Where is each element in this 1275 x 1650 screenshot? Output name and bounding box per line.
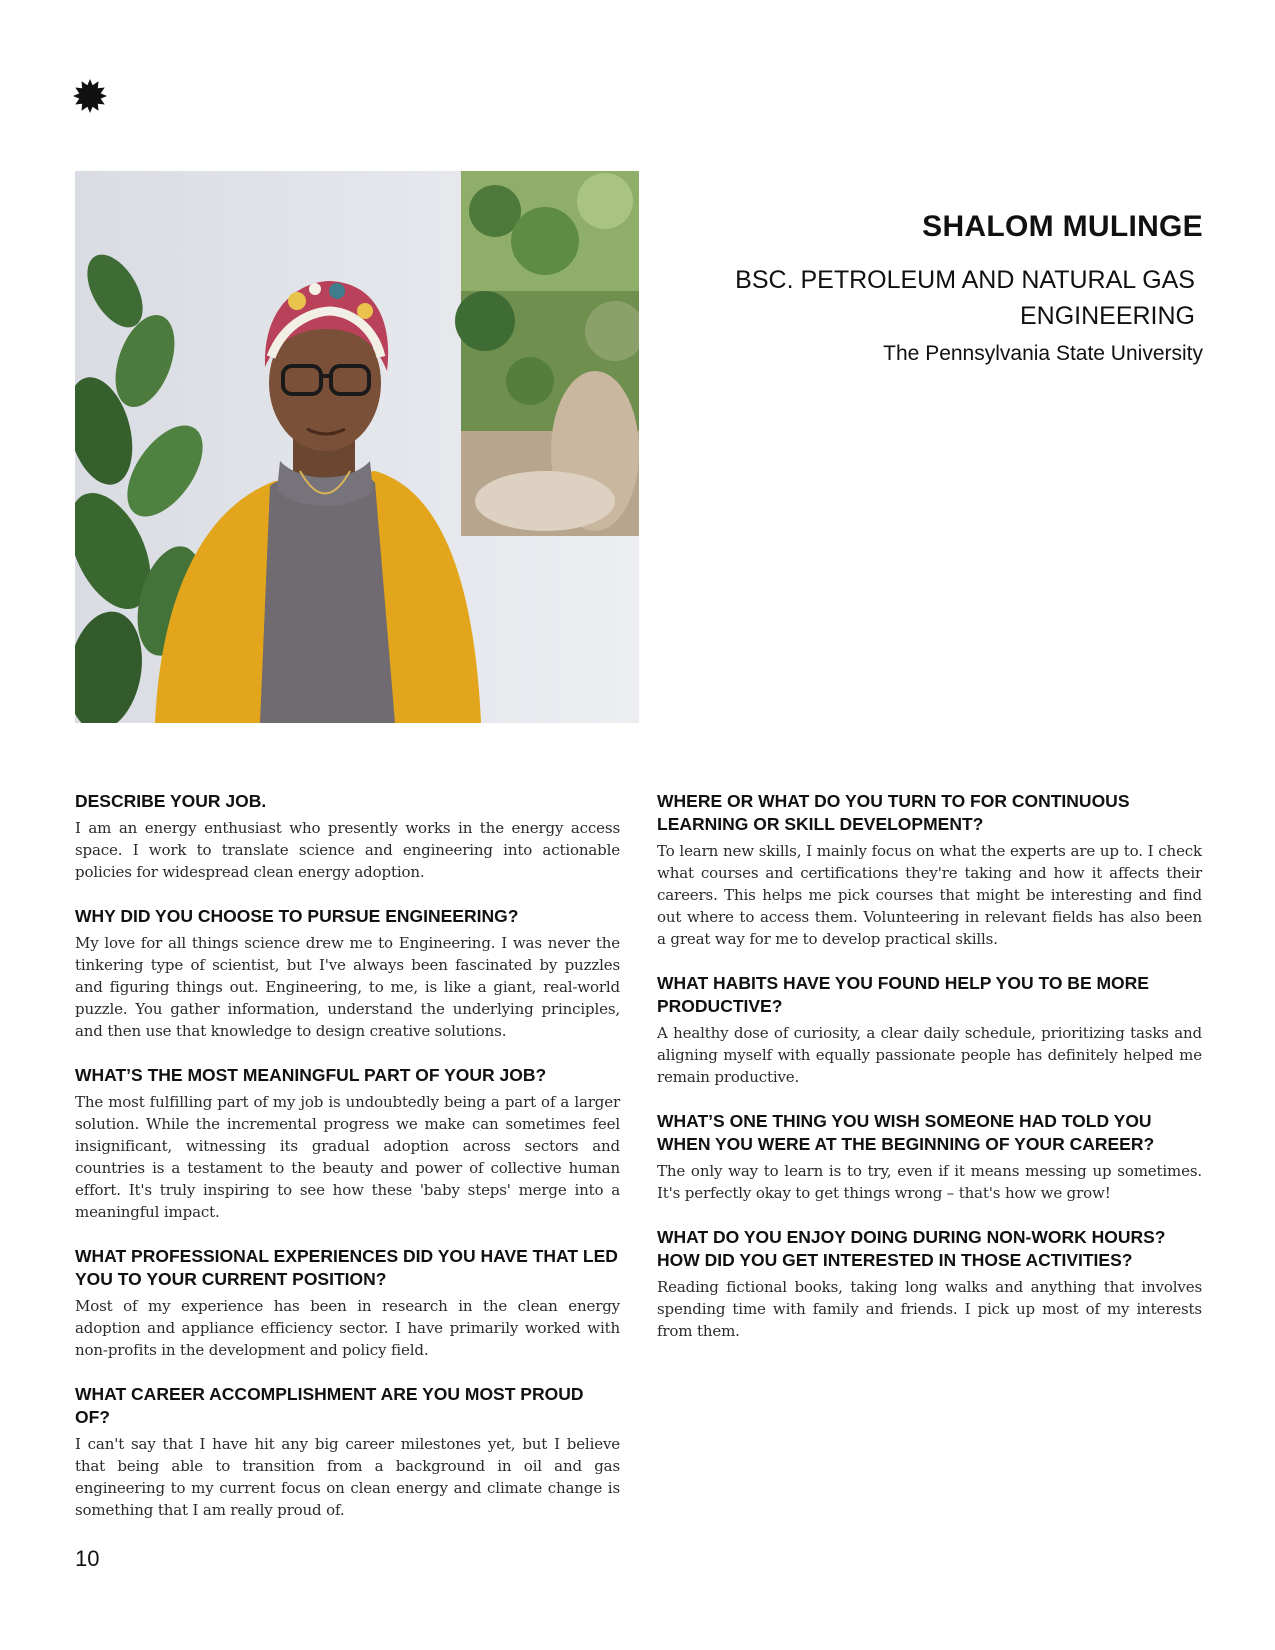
degree-title — [643, 262, 1203, 334]
answer-text: I can't say that I have hit any big career milestones yet, but I believe that being able to transition from a background in oil and gas engineering to my current focus on clean energy and climate change is something that I am really proud of. — [75, 1435, 620, 1519]
university-name: The Pennsylvania State University — [883, 342, 1203, 365]
degree-line-2: ENGINEERING — [1019, 302, 1195, 330]
qa-item — [75, 1245, 620, 1361]
qa-item — [657, 972, 1202, 1088]
answer-text: The most fulfilling part of my job is undoubtedly being a part of a larger solution. While the incremental progress we make can sometimes feel insignificant, witnessing its gradual adoption across sectors and countries is a testament to the beauty and power of collective human effort. It's truly inspiring to see how these 'baby steps' merge into a meaningful impact. — [75, 1093, 620, 1221]
answer-text: My love for all things science drew me to Engineering. I was never the tinkering type of scientist, but I've always been fascinated by puzzles and figuring things out. Engineering, to me, is like a giant, real-world puzzle. You gather information, understand the underlying principles, and then use that knowledge to design creative solutions. — [75, 934, 620, 1040]
question-heading: WHY DID YOU CHOOSE TO PURSUE ENGINEERING? — [75, 906, 519, 926]
qa-item — [75, 790, 620, 883]
question-heading: WHAT CAREER ACCOMPLISHMENT ARE YOU MOST PROUD OF? — [75, 1384, 584, 1427]
answer-text: A healthy dose of curiosity, a clear daily schedule, prioritizing tasks and aligning myself with equally passionate people has definitely helped me remain productive. — [657, 1024, 1202, 1086]
answer-text: I am an energy enthusiast who presently works in the energy access space. I work to translate science and engineering into actionable policies for widespread clean energy adoption. — [75, 819, 620, 881]
answer-text: To learn new skills, I mainly focus on what the experts are up to. I check what courses and certifications they're taking and how it affects their careers. This helps me pick courses that might be interesting and find out where to access them. Volunteering in relevant fields has also been a great way for me to develop practical skills. — [657, 842, 1202, 948]
qa-column-left — [75, 790, 620, 1543]
profile-info — [643, 210, 1203, 366]
qa-column-right — [657, 790, 1202, 1364]
question-heading: DESCRIBE YOUR JOB. — [75, 791, 267, 811]
question-heading: WHAT’S ONE THING YOU WISH SOMEONE HAD TOLD YOU WHEN YOU WERE AT THE BEGINNING OF YOUR CAREER? — [657, 1111, 1155, 1154]
qa-item — [657, 1110, 1202, 1204]
qa-item — [75, 1064, 620, 1223]
qa-item — [657, 790, 1202, 950]
answer-text: The only way to learn is to try, even if it means messing up sometimes. It's perfectly okay to get things wrong – that's how we grow! — [657, 1162, 1202, 1202]
portrait-photo — [75, 171, 639, 723]
qa-item — [657, 1226, 1202, 1342]
question-heading: WHERE OR WHAT DO YOU TURN TO FOR CONTINUOUS LEARNING OR SKILL DEVELOPMENT? — [657, 791, 1130, 834]
question-heading: WHAT HABITS HAVE YOU FOUND HELP YOU TO BE MORE PRODUCTIVE? — [657, 973, 1149, 1016]
page-number: 10 — [75, 1546, 100, 1571]
question-heading: WHAT PROFESSIONAL EXPERIENCES DID YOU HAVE THAT LED YOU TO YOUR CURRENT POSITION? — [75, 1246, 618, 1289]
person-name: SHALOM MULINGE — [922, 210, 1203, 243]
question-heading: WHAT DO YOU ENJOY DOING DURING NON-WORK HOURS? HOW DID YOU GET INTERESTED IN THOSE ACTIVITIES? — [657, 1227, 1166, 1270]
question-heading: WHAT’S THE MOST MEANINGFUL PART OF YOUR JOB? — [75, 1065, 547, 1085]
qa-item — [75, 905, 620, 1042]
degree-line-1: BSC. PETROLEUM AND NATURAL GAS — [735, 266, 1195, 294]
starburst-icon — [73, 79, 107, 113]
qa-item — [75, 1383, 620, 1521]
answer-text: Most of my experience has been in research in the clean energy adoption and appliance efficiency sector. I have primarily worked with non-profits in the development and policy field. — [75, 1297, 620, 1359]
answer-text: Reading fictional books, taking long walks and anything that involves spending time with family and friends. I pick up most of my interests from them. — [657, 1278, 1202, 1340]
